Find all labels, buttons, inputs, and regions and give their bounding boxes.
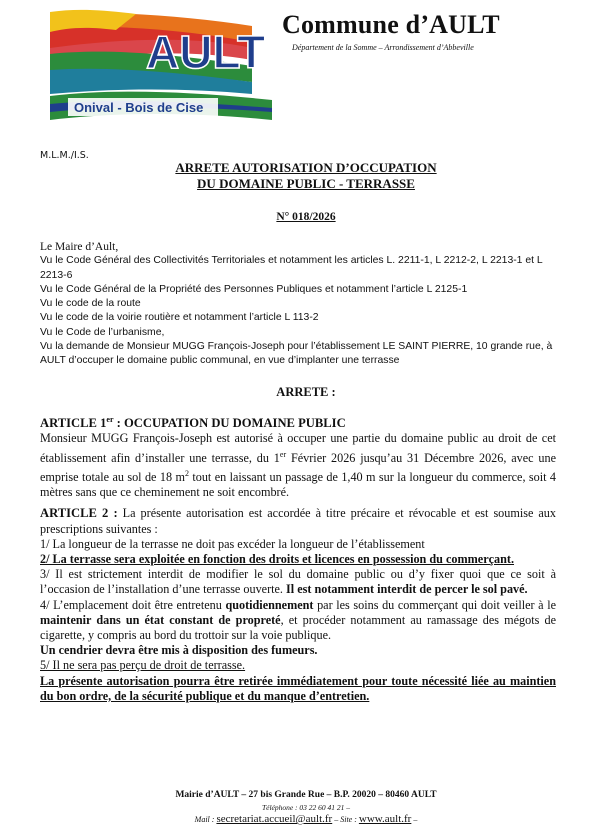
logo-tagline: Onival - Bois de Cise <box>74 100 204 115</box>
article1-heading-sup: er <box>106 415 114 424</box>
title-line2-text: DU DOMAINE PUBLIC - TERRASSE <box>197 176 415 191</box>
arrete-number <box>0 211 612 223</box>
article2-item3 <box>40 567 556 597</box>
vu-item: Vu le code de la route <box>40 298 141 310</box>
article2-item5: 5/ Il ne sera pas perçu de droit de terrasse. <box>40 658 246 673</box>
article1-heading <box>40 412 556 431</box>
commune-logo <box>46 8 276 126</box>
article1-text-sup: er <box>279 449 287 459</box>
preamble <box>40 240 560 369</box>
footer-site-link[interactable]: www.ault.fr <box>358 813 412 825</box>
document-reference: M.L.M./I.S. <box>40 150 89 161</box>
article1-text <box>40 431 556 500</box>
article2-item4 <box>40 598 556 644</box>
article2-item4-c: par les soins du commerçant qui doit veiller à le <box>313 597 556 612</box>
article2-item4-b: quotidiennement <box>225 597 314 612</box>
article2-item4-ashtray: Un cendrier devra être mis à disposition des fumeurs. <box>40 643 318 658</box>
commune-title: Commune d’AULT <box>282 10 500 39</box>
footer-end: – <box>411 815 418 824</box>
vu-item: Vu le code de la voirie routière et notamment l’article L 113-2 <box>40 312 319 324</box>
article2-item4-a: 4/ L’emplacement doit être entretenu <box>40 597 226 612</box>
footer-site-label: – Site : <box>332 815 359 824</box>
footer-mail-link[interactable]: secretariat.accueil@ault.fr <box>216 813 333 825</box>
maire-line: Le Maire d’Ault, <box>40 241 119 253</box>
document-body <box>40 412 556 704</box>
vu-item: Vu le Code Général des Collectivités Territoriales et notamment les articles L. 2211-1, L 2212-2, L 2213-1 et L 2213-6 <box>40 255 543 281</box>
article1-text-c: tout en laissant un passage de 1,40 m sur la longueur du commerce, soit 4 mètres sans que ce cheminement ne soit encombré. <box>40 469 556 500</box>
article2-item1: 1/ La longueur de la terrasse ne doit pas excéder la longueur de l’établissement <box>40 536 425 551</box>
article2-heading: ARTICLE 2 : <box>40 506 118 521</box>
document-title-line1 <box>0 160 612 176</box>
article2-intro <box>40 506 556 536</box>
vu-item: Vu la demande de Monsieur MUGG François-Joseph pour l’établissement LE SAINT PIERRE, 10 grande rue, à AULT d’occuper le domaine public communal, en vue d’implanter une terrasse <box>40 341 553 367</box>
logo-wordmark: AULT <box>146 26 266 78</box>
footer-contact <box>0 813 612 825</box>
footer-phone: Téléphone : 03 22 60 41 21 – <box>261 803 351 812</box>
article2-item3-bold: Il est notamment interdit de percer le sol pavé. <box>282 582 528 597</box>
arrete-heading: ARRETE : <box>276 385 336 399</box>
vu-item: Vu le Code Général de la Propriété des Personnes Publiques et notamment l’article L 2125-1 <box>40 283 468 295</box>
document-title-line2 <box>0 176 612 192</box>
article1-text-b: Février 2026 jusqu’au 31 Décembre 2026, avec une emprise totale au sol de 18 m <box>40 450 557 484</box>
article1-text-sup2: 2 <box>184 468 189 478</box>
article2-intro-text: La présente autorisation est accordée à titre précaire et révocable et est soumise aux prescriptions suivantes : <box>40 506 556 536</box>
article1-heading-title: : OCCUPATION DU DOMAINE PUBLIC <box>113 416 346 431</box>
article2-item2: 2/ La terrasse sera exploitée en fonction des droits et licences en possession du commerçant. <box>40 551 515 566</box>
arrete-number-text: N° 018/2026 <box>276 211 336 223</box>
commune-subtitle: Département de la Somme – Arrondissement d’Abbeville <box>292 43 474 52</box>
vu-item: Vu le Code de l’urbanisme, <box>40 326 165 338</box>
article1-heading-main: ARTICLE 1 <box>40 416 107 431</box>
footer-mail-label: Mail : <box>194 815 217 824</box>
article2-item4-e: , et procéder notamment au ramassage des mégots de cigarette, y compris au bord du trottoir sur la voie publique. <box>40 612 556 642</box>
footer-address: Mairie d’AULT – 27 bis Grande Rue – B.P. 20020 – 80460 AULT <box>175 790 437 800</box>
logo-graphic <box>46 8 276 126</box>
article2-item4-d: maintenir dans un état constant de propreté <box>40 612 281 627</box>
title-line1-text: ARRETE AUTORISATION D’OCCUPATION <box>175 160 437 175</box>
article2-closing: La présente autorisation pourra être retirée immédiatement pour toute nécessité liée au maintien du bon ordre, de la sécurité publique et du manque d’entretien. <box>40 673 556 703</box>
article1-text-a: Monsieur MUGG François-Joseph est autorisé à occuper une partie du domaine public au droit de cet établissement afin d’installer une terrasse, du 1 <box>40 431 556 465</box>
article2-item3-text: 3/ Il est strictement interdit de modifier le sol du domaine public ou d’y fixer quoi que ce soit à l’occasion de l’installation d’une terrasse ouverte. <box>40 567 556 597</box>
